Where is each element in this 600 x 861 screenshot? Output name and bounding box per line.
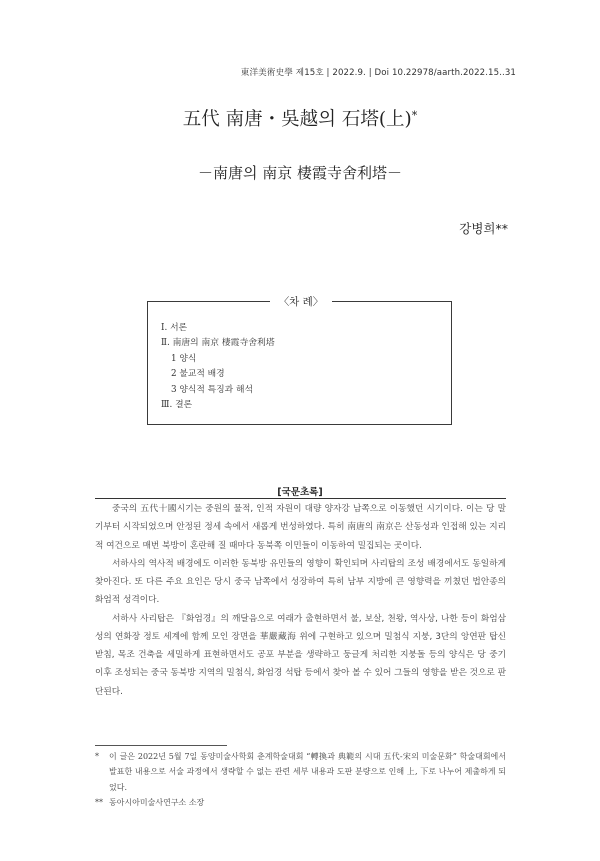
toc-item[interactable]: Ⅲ. 결론 <box>161 399 193 410</box>
toc-item[interactable]: Ⅰ. 서론 <box>161 323 188 333</box>
footnote-text: 이 글은 2022년 5월 7일 동양미술사학회 춘계학술대회 “轉換과 典範의 시대 五代-宋의 미술문화” 학술대회에서 발표한 내용으로 서술 과정에서 생략할 수 없는 관련 세부 내용과 도판 분량으로 인해 上, 下로 나누어 제출하게 되었다. <box>109 752 506 792</box>
footnote <box>95 749 506 795</box>
toc-title: 〈차 례〉 <box>270 294 332 309</box>
footnote <box>95 795 506 810</box>
toc-item[interactable]: Ⅱ. 南唐의 南京 棲霞寺舍利塔 <box>161 338 275 349</box>
toc-item[interactable]: 1 양식 <box>171 353 197 364</box>
article-subtitle: －南唐의 南京 棲霞寺舍利塔－ <box>197 164 403 182</box>
footnote-mark: ** <box>95 798 103 808</box>
abstract-body <box>95 500 506 701</box>
journal-header: 東洋美術史學 제15호 | 2022.9. | Doi 10.22978/aarth.2022.15..31 <box>240 68 516 78</box>
author-line <box>459 219 508 237</box>
footnote-mark: * <box>95 752 99 761</box>
title-footnote-mark[interactable]: * <box>411 109 418 122</box>
author-footnote-mark[interactable]: ** <box>495 221 508 236</box>
abstract-rule <box>95 498 506 499</box>
abstract-paragraph: 서하사 사리탑은 『화엄경』의 깨달음으로 여래가 출현하면서 불, 보살, 천왕, 역사상, 나한 등이 화엄삼성의 연화장 정토 세계에 함께 모인 장면을 華嚴藏海 위에 구현하고 있으며 밀첨식 지붕, 3단의 앙연판 탑신받침, 목조 건축을 세밀하게 표현하면서도 공포 부분을 생략하고 둥글게 처리한 지붕돌 등의 양식은 당 중기 이후 조성되는 중국 동북방 지역의 밀첨식, 화엄경 석탑 등에서 찾아 볼 수 있어 그들의 영향을 받은 것으로 판단된다. <box>95 613 506 697</box>
toc-item[interactable]: 3 양식적 특징과 해석 <box>171 384 253 395</box>
abstract-paragraph: 중국의 五代十國시기는 중원의 물적, 인적 자원이 대량 양자강 남쪽으로 이동했던 시기이다. 이는 당 말기부터 시작되었으며 안정된 정세 속에서 새롭게 번성하였다. 특히 南唐의 南京은 산동성과 인접해 있는 지리적 여건으로 매번 북방이 혼란해 질 때마다 동북쪽 이민들이 이동하여 밀집되는 곳이다. <box>95 504 506 551</box>
abstract-paragraph: 서하사의 역사적 배경에도 이러한 동북방 유민들의 영향이 확인되며 사리탑의 조성 배경에서도 동일하게 찾아진다. 또 다른 주요 요인은 당시 중국 남쪽에서 성장하여 특히 남부 지방에 큰 영향력을 끼쳤던 법안종의 화엄적 성격이다. <box>95 558 506 606</box>
footnote-text: 동아시아미술사연구소 소장 <box>109 798 205 808</box>
footnotes <box>95 749 506 811</box>
abstract-heading: [국문초록] <box>277 487 323 498</box>
author-name: 강병희 <box>459 221 496 236</box>
article-title-text: 五代 南唐・吳越의 石塔(上) <box>182 109 412 130</box>
footnote-separator <box>95 745 227 746</box>
toc-list <box>161 321 275 413</box>
toc-item[interactable]: 2 불교적 배경 <box>171 369 225 380</box>
article-title <box>0 105 600 131</box>
